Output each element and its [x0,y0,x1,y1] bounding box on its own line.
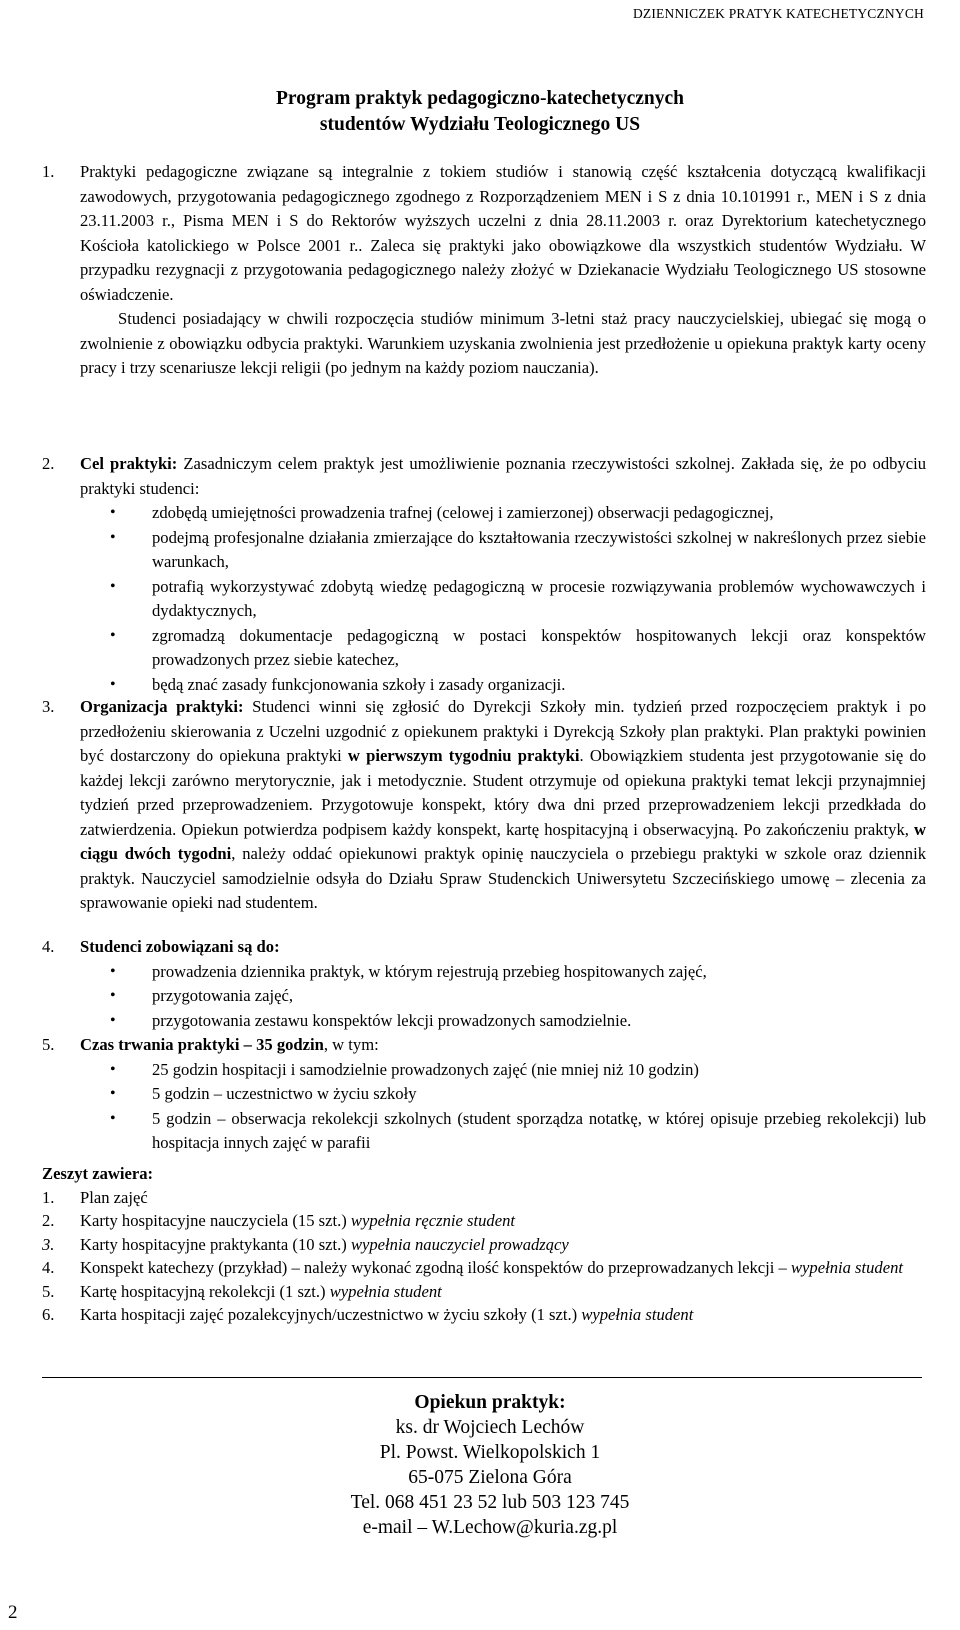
goals-list [42,501,926,697]
list-item: • zdobędą umiejętności prowadzenia trafnej (celowej i zamierzonej) obserwacji pedagogicznej, [80,501,926,526]
list-item: • prowadzenia dziennika praktyk, w którym rejestrują przebieg hospitowanych zajęć, [80,960,926,985]
section-label: Studenci zobowiązani są do: [80,937,280,956]
section-2 [42,452,926,697]
item-text: Konspekt katechezy (przykład) – należy wykonać zgodną ilość konspektów do przeprowadzanych lekcji – [80,1258,791,1277]
list-item: • przygotowania zestawu konspektów lekcji prowadzonych samodzielnie. [80,1009,926,1034]
item-number: 6. [42,1305,55,1324]
section-number: 2. [42,454,55,473]
section-1-paragraph-1: Praktyki pedagogiczne związane są integralnie z tokiem studiów i stanowią część kształcenia dotyczącą kwalifikacji zawodowych, przygotowania pedagogicznego zgodnego z Rozporządzeniem MEN i S z dnia 10.101991 r., MEN i S z dnia 23.11.2003 r., Pisma MEN i S do Rektorów wyższych uczelni z dnia 28.11.2003 r. oraz Dyrektorium katechetycznego Kościoła katolickiego w Polsce 2001 r.. Zaleca się praktyki jako obowiązkowe dla wszystkich studentów Wydziału. W przypadku rezygnacji z przygotowania pedagogicznego należy złożyć w Dziekanacie Wydziału Teologicznego US stosowne oświadczenie. [80,162,926,304]
item-text: Kartę hospitacyjną rekolekcji (1 szt.) [80,1281,330,1301]
section-label: Czas trwania praktyki – 35 godzin [80,1035,324,1054]
notebook-contents [42,1162,926,1327]
list-item [42,1233,926,1257]
section-text: . Obowiązkiem studenta jest przygotowanie się do każdej lekcji zarówno merytorycznie, jak i metodycznie. Student otrzymuje od opiekuna praktyki temat lekcji przynajmniej tydzień przed przeprowadzeniem. Przygotowuje konspekt, który dwa dni przed przeprowadzeniem lekcji przedkłada do zatwierdzenia. Opiekun potwierdza podpisem każdy konspekt, kartę hospitacyjną i obserwacyjną. Po zakończeniu praktyk, [80,746,926,839]
section-label: Organizacja praktyki: [80,697,244,716]
duties-list [42,960,926,1034]
section-1 [42,160,926,381]
list-item: • przygotowania zajęć, [80,984,926,1009]
item-number: 5. [42,1281,55,1301]
list-item [42,1280,926,1304]
list-item [42,1186,926,1210]
section-number: 3. [42,697,55,716]
contact-email: e-mail – W.Lechow@kuria.zg.pl [362,1517,618,1538]
section-label: Cel praktyki: [80,454,178,473]
title-line-2: studentów Wydziału Teologicznego US [319,114,641,135]
contact-phone: Tel. 068 451 23 52 lub 503 123 745 [350,1492,630,1513]
item-note: wypełnia nauczyciel prowadzący [350,1234,569,1254]
contact-block [240,1390,740,1540]
section-text: Studenci winni się zgłosić do Dyrekcji Szkoły min. tydzień przed rozpoczęciem praktyk i po przedłożeniu skierowania z Uczelni uzgodnić z opiekunem praktyki i Dyrekcją Szkoły plan praktyki. Plan praktyki powinien być dostarczony do opiekuna praktyki [80,697,927,765]
item-note: wypełnia student [790,1258,903,1277]
list-item: • 5 godzin – uczestnictwo w życiu szkoły [80,1082,926,1107]
page-number: 2 [8,1602,18,1623]
section-text: , w tym: [323,1035,379,1054]
item-text: Karty hospitacyjne nauczyciela (15 szt.) [80,1211,351,1230]
section-text: , należy oddać opiekunowi praktyk opinię nauczyciela o przebiegu praktyki w szkole oraz dziennik praktyk. Nauczyciel samodzielnie odsyła do Działu Spraw Studenckich Uniwersytetu Szczecińskiego umowę – zlecenia za sprawowanie opieki nad studentem. [80,844,926,912]
list-item: • 25 godzin hospitacji i samodzielnie prowadzonych zajęć (nie mniej niż 10 godzin) [80,1058,926,1083]
duration-list [42,1058,926,1156]
section-5-intro [80,1033,926,1058]
section-4 [42,935,926,1033]
section-number: 1. [42,162,55,181]
contact-heading-text: Opiekun praktyk: [414,1392,566,1413]
item-text: Plan zajęć [80,1187,148,1207]
list-item: • podejmą profesjonalne działania zmierzające do kształtowania rzeczywistości szkolnej w nakreślonych przez siebie warunkach, [80,526,926,575]
contact-heading [240,1390,740,1415]
list-item: • 5 godzin – obserwacja rekolekcji szkolnych (student sporządza notatkę, w której opisuje przebieg rekolekcji) lub hospitacja innych zajęć w parafii [80,1107,926,1156]
item-number: 3. [42,1234,55,1254]
list-item: • zgromadzą dokumentacje pedagogiczną w postaci konspektów hospitowanych lekcji oraz konspektów prowadzonych przez siebie katechez, [80,624,926,673]
section-number: 4. [42,937,55,956]
item-number: 1. [42,1187,55,1207]
section-5 [42,1033,926,1156]
emphasis: w ciągu dwóch tygodni [80,819,926,863]
item-text: Karta hospitacji zajęć pozalekcyjnych/uczestnictwo w życiu szkoły (1 szt.) [80,1305,582,1324]
item-note: wypełnia student [329,1281,442,1301]
section-2-intro [80,452,926,501]
section-number: 5. [42,1035,55,1054]
item-number: 4. [42,1258,55,1277]
page-title [0,86,960,138]
divider [42,1377,922,1378]
list-item [42,1303,926,1327]
contact-street: Pl. Powst. Wielkopolskich 1 [379,1442,601,1463]
item-note: wypełnia student [581,1305,694,1324]
item-text: Karty hospitacyjne praktykanta (10 szt.) [80,1234,351,1254]
section-3 [42,695,926,916]
item-note: wypełnia ręcznie student [350,1211,515,1230]
section-3-paragraph [80,695,926,916]
section-4-intro [80,935,926,960]
contact-city: 65-075 Zielona Góra [408,1467,572,1488]
notebook-heading [42,1162,926,1186]
notebook-heading-text: Zeszyt zawiera: [42,1164,154,1183]
running-header: DZIENNICZEK PRATYK KATECHETYCZNYCH [632,6,924,21]
section-text: Zasadniczym celem praktyk jest umożliwienie poznania rzeczywistości szkolnej. Zakłada się, że po odbyciu praktyki studenci: [80,454,926,498]
list-item: • potrafią wykorzystywać zdobytą wiedzę pedagogiczną w procesie rozwiązywania problemów wychowawczych i dydaktycznych, [80,575,926,624]
title-line-1: Program praktyk pedagogiczno-katechetycznych [275,88,684,109]
section-1-paragraph-2: Studenci posiadający w chwili rozpoczęcia studiów minimum 3-letni staż pracy nauczycielskiej, ubiegać się mogą o zwolnienie z obowiązku odbycia praktyki. Warunkiem uzyskania zwolnienia jest przedłożenie u opiekuna praktyk karty oceny pracy i trzy scenariusze lekcji religii (po jednym na każdy poziom nauczania). [80,309,926,377]
list-item [42,1209,926,1233]
list-item [42,1256,926,1280]
list-item: • będą znać zasady funkcjonowania szkoły i zasady organizacji. [80,673,926,698]
emphasis: w pierwszym tygodniu praktyki [347,746,580,765]
item-number: 2. [42,1211,55,1230]
contact-name: ks. dr Wojciech Lechów [395,1417,585,1438]
